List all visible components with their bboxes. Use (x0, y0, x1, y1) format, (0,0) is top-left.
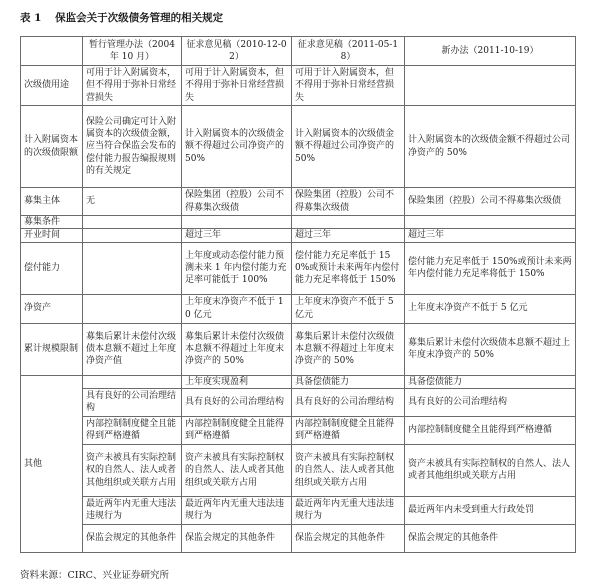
table-cell: 保监会规定的其他条件 (292, 524, 405, 552)
table-cell: 最近两年内未受到重大行政处罚 (405, 496, 576, 524)
table-cell: 具有良好的公司治理结构 (182, 388, 292, 416)
table-cell: 最近两年内无重大违法违规行为 (292, 496, 405, 524)
table-cell: 保监会规定的其他条件 (182, 524, 292, 552)
table-cell: 内部控制制度健全且能得到严格遵循 (182, 416, 292, 444)
table-row (21, 444, 576, 496)
table-cell: 偿付能力充足率低于 150%或预计未来两年内偿付能力充足率将低于 150% (292, 242, 405, 294)
table-cell: 保监会规定的其他条件 (83, 524, 182, 552)
table-cell: 可用于计入附属资本，但不得用于弥补日常经营损失 (83, 66, 182, 106)
row-label: 累计规模限制 (21, 323, 83, 375)
table-cell (182, 216, 292, 229)
table-cell: 募集后累计未偿付次级债本息额不超过上年度末净资产的 50% (405, 323, 576, 375)
row-label: 计入附属资本的次级债限额 (21, 106, 83, 188)
table-cell: 偿付能力充足率低于 150%或预计未来两年内偿付能力充足率将低于 150% (405, 242, 576, 294)
table-cell: 上年度实现盈利 (182, 375, 292, 388)
row-label: 募集条件 (21, 216, 83, 229)
table-cell: 具有良好的公司治理结构 (292, 388, 405, 416)
table-row (21, 496, 576, 524)
table-cell (83, 242, 182, 294)
table-cell: 保监会规定的其他条件 (405, 524, 576, 552)
table-cell: 保险公司确定可计入附属资本的次级债金额，应当符合保监会发布的偿付能力报告编报规则的有关规定 (83, 106, 182, 188)
table-cell: 资产未被具有实际控制权的自然人、法人或者其他组织或关联方占用 (83, 444, 182, 496)
table-cell: 具有良好的公司治理结构 (83, 388, 182, 416)
table-cell: 具备偿债能力 (405, 375, 576, 388)
table-cell: 上年度末净资产不低于 5 亿元 (405, 294, 576, 323)
table-cell: 上年度或动态偿付能力预测未来 1 年内偿付能力充足率可能低于 100% (182, 242, 292, 294)
table-cell: 资产未被具有实际控制权的自然人、法人或者其他组织或关联方占用 (292, 444, 405, 496)
table-cell: 内部控制制度健全且能得到严格遵循 (83, 416, 182, 444)
table-title: 保监会关于次级债务管理的相关规定 (55, 12, 224, 24)
table-cell: 资产未被具有实际控制权的自然人、法人或者其他组织或关联方占用 (405, 444, 576, 496)
table-cell (83, 229, 182, 242)
header-new-2011: 新办法（2011-10-19） (405, 37, 576, 66)
header-interim-2004: 暂行管理办法（2004 年 10 月） (83, 37, 182, 66)
table-cell: 内部控制制度健全且能得到严格遵循 (292, 416, 405, 444)
row-label: 次级债用途 (21, 66, 83, 106)
row-label: 募集主体 (21, 188, 83, 216)
table-cell: 计入附属资本的次级债金额不得超过公司净资产的 50% (405, 106, 576, 188)
regulation-table (20, 36, 576, 553)
source-note: 资料来源：CIRC、兴业证券研究所 (20, 570, 169, 581)
table-row (21, 388, 576, 416)
table-cell: 计入附属资本的次级债金额不得超过公司净资产的 50% (292, 106, 405, 188)
table-row (21, 216, 576, 229)
table-cell: 最近两年内无重大违法违规行为 (83, 496, 182, 524)
table-cell (292, 216, 405, 229)
table-cell: 可用于计入附属资本，但不得用于弥补日常经营损失 (292, 66, 405, 106)
table-cell: 可用于计入附属资本，但不得用于弥补日常经营损失 (182, 66, 292, 106)
table-cell: 上年度末净资产不低于 5 亿元 (292, 294, 405, 323)
table-cell: 资产未被具有实际控制权的自然人、法人或者其他组织或关联方占用 (182, 444, 292, 496)
table-cell: 超过三年 (182, 229, 292, 242)
table-cell: 超过三年 (292, 229, 405, 242)
table-row (21, 323, 576, 375)
table-cell: 内部控制制度健全且能得到严格遵循 (405, 416, 576, 444)
table-row (21, 524, 576, 552)
table-row (21, 375, 576, 388)
table-row (21, 242, 576, 294)
table-cell: 募集后累计未偿付次级债本息额不得超过上年度末净资产的 50% (182, 323, 292, 375)
table-cell: 超过三年 (405, 229, 576, 242)
table-cell: 保险集团（控股）公司不得募集次级债 (292, 188, 405, 216)
table-number: 表 1 (20, 12, 42, 24)
header-draft-2010: 征求意见稿（2010-12-02） (182, 37, 292, 66)
table-cell: 保险集团（控股）公司不得募集次级债 (182, 188, 292, 216)
table-cell: 计入附属资本的次级债金额不得超过公司净资产的 50% (182, 106, 292, 188)
table-row (21, 229, 576, 242)
row-label: 净资产 (21, 294, 83, 323)
table-row (21, 294, 576, 323)
table-cell (83, 375, 182, 388)
table-row (21, 188, 576, 216)
table-cell: 无 (83, 188, 182, 216)
row-label: 偿付能力 (21, 242, 83, 294)
row-label: 开业时间 (21, 229, 83, 242)
table-caption (20, 10, 223, 25)
table-row (21, 106, 576, 188)
table-cell: 具备偿债能力 (292, 375, 405, 388)
table-cell (83, 294, 182, 323)
table-cell (83, 216, 182, 229)
table-cell: 保险集团（控股）公司不得募集次级债 (405, 188, 576, 216)
table-cell: 具有良好的公司治理结构 (405, 388, 576, 416)
row-label: 其他 (21, 375, 83, 552)
table-cell (405, 66, 576, 106)
header-draft-2011: 征求意见稿（2011-05-18） (292, 37, 405, 66)
header-row (21, 37, 576, 66)
table-cell: 募集后累计未偿付次级债本息额不超过上年度净资产值 (83, 323, 182, 375)
table-cell (405, 216, 576, 229)
table-row (21, 66, 576, 106)
table-cell: 上年度末净资产不低于 10 亿元 (182, 294, 292, 323)
table-row (21, 416, 576, 444)
table-cell: 最近两年内无重大违法违规行为 (182, 496, 292, 524)
table-cell: 募集后累计未偿付次级债本息额不得超过上年度末净资产的 50% (292, 323, 405, 375)
header-empty (21, 37, 83, 66)
